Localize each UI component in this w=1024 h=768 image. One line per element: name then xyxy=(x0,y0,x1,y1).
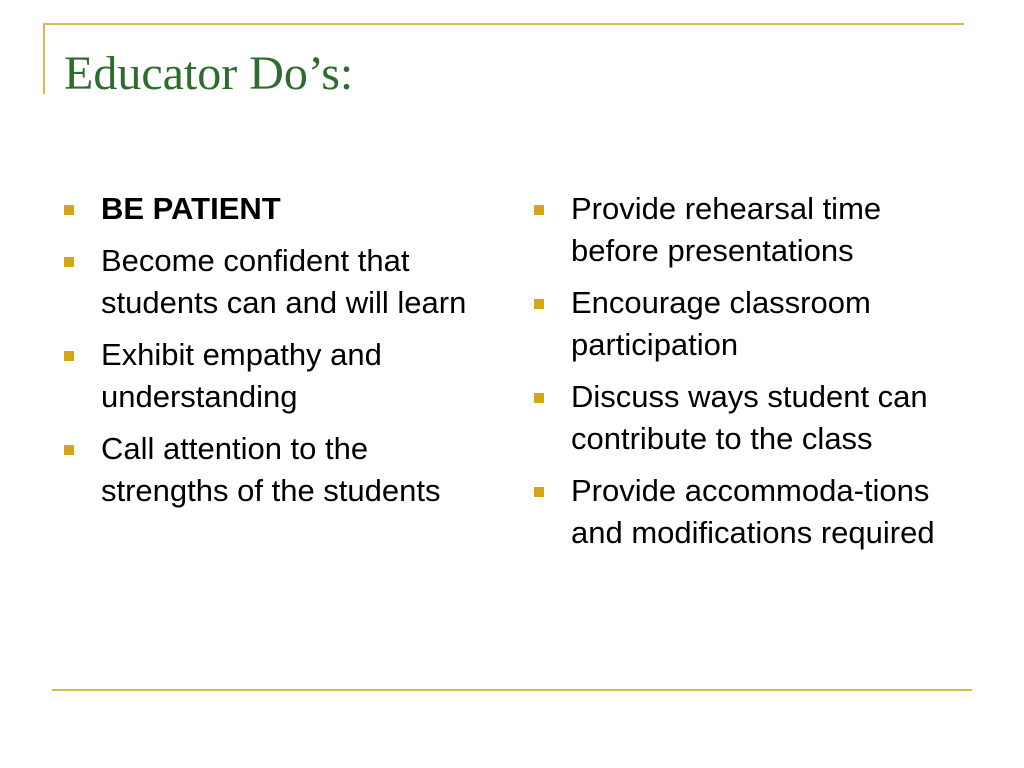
bullet-text: Provide rehearsal time before presentations xyxy=(571,191,882,268)
bullet-text: Discuss ways student can contribute to the class xyxy=(571,379,928,456)
title-bracket-top-rule xyxy=(43,23,964,25)
right-bullet-list xyxy=(534,188,964,564)
footer-rule xyxy=(52,689,972,691)
bullet-text: Become confident that students can and will learn xyxy=(101,243,467,320)
square-bullet-icon xyxy=(534,205,544,215)
bullet-text: BE PATIENT xyxy=(101,191,281,226)
left-bullet-list xyxy=(64,188,484,522)
bullet-text: Encourage classroom participation xyxy=(571,285,871,362)
bullet-item xyxy=(64,334,484,418)
bullet-item xyxy=(64,188,484,230)
square-bullet-icon xyxy=(534,487,544,497)
title-bracket-left-rule xyxy=(43,23,45,94)
square-bullet-icon xyxy=(64,445,74,455)
square-bullet-icon xyxy=(64,257,74,267)
slide-title: Educator Do’s: xyxy=(64,47,354,100)
square-bullet-icon xyxy=(64,351,74,361)
square-bullet-icon xyxy=(534,299,544,309)
bullet-text: Call attention to the strengths of the students xyxy=(101,431,441,508)
bullet-item xyxy=(534,282,964,366)
bullet-text: Provide accommoda-tions and modifications required xyxy=(571,473,935,550)
bullet-item xyxy=(534,376,964,460)
bullet-item xyxy=(64,240,484,324)
square-bullet-icon xyxy=(64,205,74,215)
bullet-item xyxy=(64,428,484,512)
bullet-item xyxy=(534,188,964,272)
bullet-text: Exhibit empathy and understanding xyxy=(101,337,382,414)
bullet-item xyxy=(534,470,964,554)
square-bullet-icon xyxy=(534,393,544,403)
